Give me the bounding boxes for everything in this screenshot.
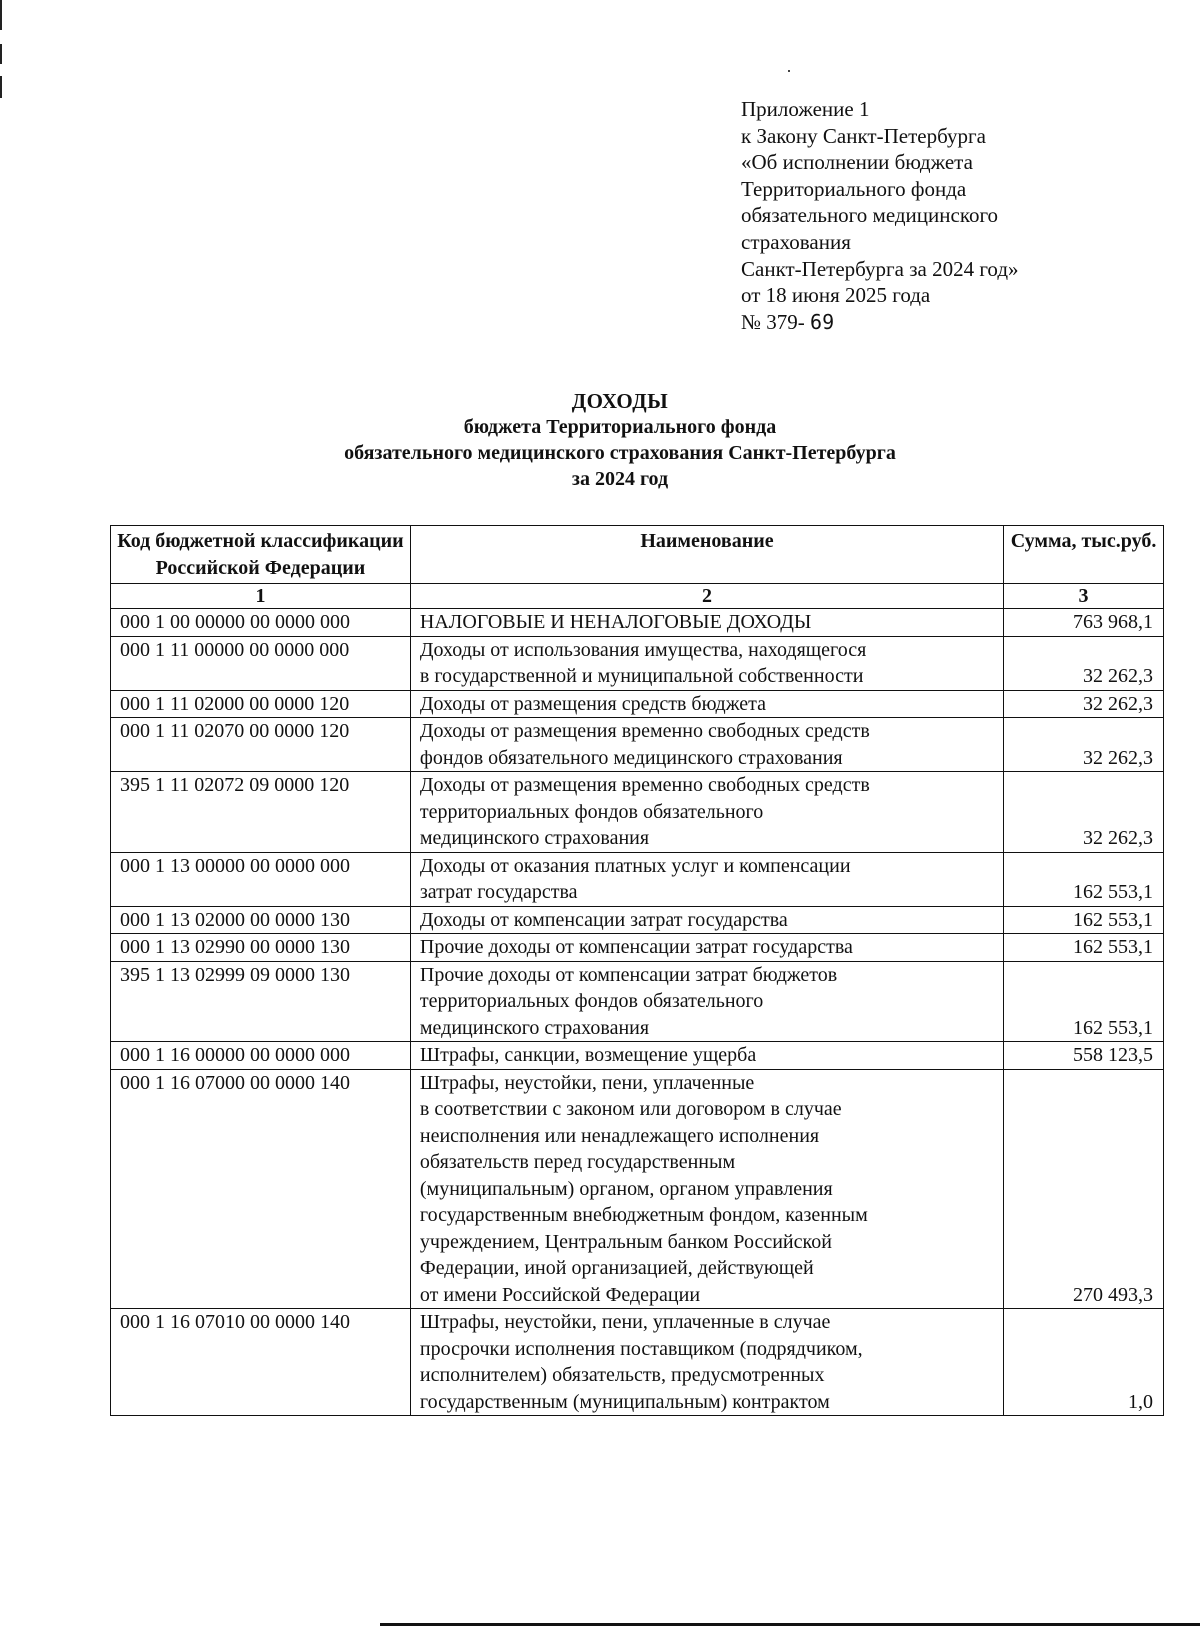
- appendix-line: Санкт-Петербурга за 2024 год»: [741, 256, 1019, 281]
- table-row: [111, 1042, 1164, 1070]
- appendix-line: от 18 июня 2025 года: [741, 283, 931, 308]
- row-name: Прочие доходы от компенсации затрат государства: [410, 934, 1003, 962]
- row-code: 000 1 16 07000 00 0000 140: [111, 1069, 411, 1309]
- document-title: [0, 388, 1200, 492]
- row-name: Доходы от размещения средств бюджета: [410, 690, 1003, 718]
- scan-dot: [788, 70, 790, 72]
- row-name: Прочие доходы от компенсации затрат бюджетов территориальных фондов обязательного медицинского страхования: [410, 961, 1003, 1042]
- row-name: Доходы от использования имущества, находящегося в государственной и муниципальной собственности: [410, 636, 1003, 690]
- table-row: [111, 852, 1164, 906]
- row-name: НАЛОГОВЫЕ И НЕНАЛОГОВЫЕ ДОХОДЫ: [410, 609, 1003, 637]
- scan-edge-mark: [0, 76, 2, 98]
- row-code: 395 1 11 02072 09 0000 120: [111, 772, 411, 853]
- title-line: обязательного медицинского страхования Санкт-Петербурга: [344, 442, 896, 464]
- row-amount: 1,0: [1004, 1309, 1164, 1416]
- row-name: Штрафы, неустойки, пени, уплаченные в случае просрочки исполнения поставщиком (подрядчиком, исполнителем) обязательств, предусмотренных государственным (муниципальным) контрактом: [410, 1309, 1003, 1416]
- header-amount: Сумма, тыс.руб.: [1004, 526, 1164, 584]
- column-number: 1: [111, 584, 411, 609]
- appendix-line: Территориального фонда: [741, 176, 967, 201]
- row-name: Штрафы, санкции, возмещение ущерба: [410, 1042, 1003, 1070]
- row-code: 000 1 13 02990 00 0000 130: [111, 934, 411, 962]
- row-amount: 32 262,3: [1004, 718, 1164, 772]
- table-row: [111, 609, 1164, 637]
- table-row: [111, 1069, 1164, 1309]
- header-code: Код бюджетной классификации Российской Федерации: [111, 526, 411, 584]
- row-amount: 162 553,1: [1004, 961, 1164, 1042]
- table-row: [111, 906, 1164, 934]
- row-code: 000 1 13 00000 00 0000 000: [111, 852, 411, 906]
- row-amount: 32 262,3: [1004, 636, 1164, 690]
- row-name: Штрафы, неустойки, пени, уплаченные в соответствии с законом или договором в случае неисполнения или ненадлежащего исполнения обязательств перед государственным (муниципальным) органом, органом управления государственным внебюджетным фондом, казенным учреждением, Центральным банком Российской Федерации, иной организацией, действующей от имени Российской Федерации: [410, 1069, 1003, 1309]
- table-row: [111, 690, 1164, 718]
- row-code: 000 1 11 00000 00 0000 000: [111, 636, 411, 690]
- appendix-line: Приложение 1: [741, 97, 870, 121]
- table-row: [111, 934, 1164, 962]
- law-number: [741, 309, 1019, 336]
- scan-edge-mark: [0, 0, 2, 30]
- row-amount: 162 553,1: [1004, 934, 1164, 962]
- appendix-line: «Об исполнении бюджета: [741, 150, 973, 175]
- appendix-line: к Закону Санкт-Петербурга: [741, 123, 986, 148]
- law-number-prefix: № 379-: [741, 309, 805, 334]
- row-name: Доходы от размещения временно свободных средств фондов обязательного медицинского страхования: [410, 718, 1003, 772]
- table-row: [111, 961, 1164, 1042]
- row-amount: 270 493,3: [1004, 1069, 1164, 1309]
- scan-edge-mark: [0, 44, 2, 64]
- row-code: 395 1 13 02999 09 0000 130: [111, 961, 411, 1042]
- row-amount: 162 553,1: [1004, 906, 1164, 934]
- row-code: 000 1 00 00000 00 0000 000: [111, 609, 411, 637]
- row-name: Доходы от размещения временно свободных средств территориальных фондов обязательного медицинского страхования: [410, 772, 1003, 853]
- column-number-row: [111, 584, 1164, 609]
- row-amount: 763 968,1: [1004, 609, 1164, 637]
- row-code: 000 1 11 02070 00 0000 120: [111, 718, 411, 772]
- row-code: 000 1 16 07010 00 0000 140: [111, 1309, 411, 1416]
- law-number-handwritten: 69: [810, 309, 835, 334]
- scan-bottom-rule: [380, 1623, 1200, 1626]
- table-row: [111, 636, 1164, 690]
- title-line: за 2024 год: [571, 468, 669, 490]
- title-line: бюджета Территориального фонда: [463, 416, 777, 438]
- title-main: ДОХОДЫ: [571, 389, 669, 413]
- income-table: [110, 525, 1164, 1416]
- row-amount: 32 262,3: [1004, 772, 1164, 853]
- appendix-line: страхования: [741, 229, 851, 254]
- column-number: 3: [1004, 584, 1164, 609]
- row-name: Доходы от оказания платных услуг и компенсации затрат государства: [410, 852, 1003, 906]
- row-amount: 32 262,3: [1004, 690, 1164, 718]
- table-header-row: [111, 526, 1164, 584]
- row-amount: 162 553,1: [1004, 852, 1164, 906]
- appendix-line: обязательного медицинского: [741, 203, 999, 228]
- row-name: Доходы от компенсации затрат государства: [410, 906, 1003, 934]
- table-row: [111, 1309, 1164, 1416]
- row-amount: 558 123,5: [1004, 1042, 1164, 1070]
- column-number: 2: [410, 584, 1003, 609]
- table-row: [111, 772, 1164, 853]
- row-code: 000 1 13 02000 00 0000 130: [111, 906, 411, 934]
- appendix-reference: [741, 96, 1019, 335]
- row-code: 000 1 11 02000 00 0000 120: [111, 690, 411, 718]
- table-row: [111, 718, 1164, 772]
- row-code: 000 1 16 00000 00 0000 000: [111, 1042, 411, 1070]
- header-name: Наименование: [410, 526, 1003, 584]
